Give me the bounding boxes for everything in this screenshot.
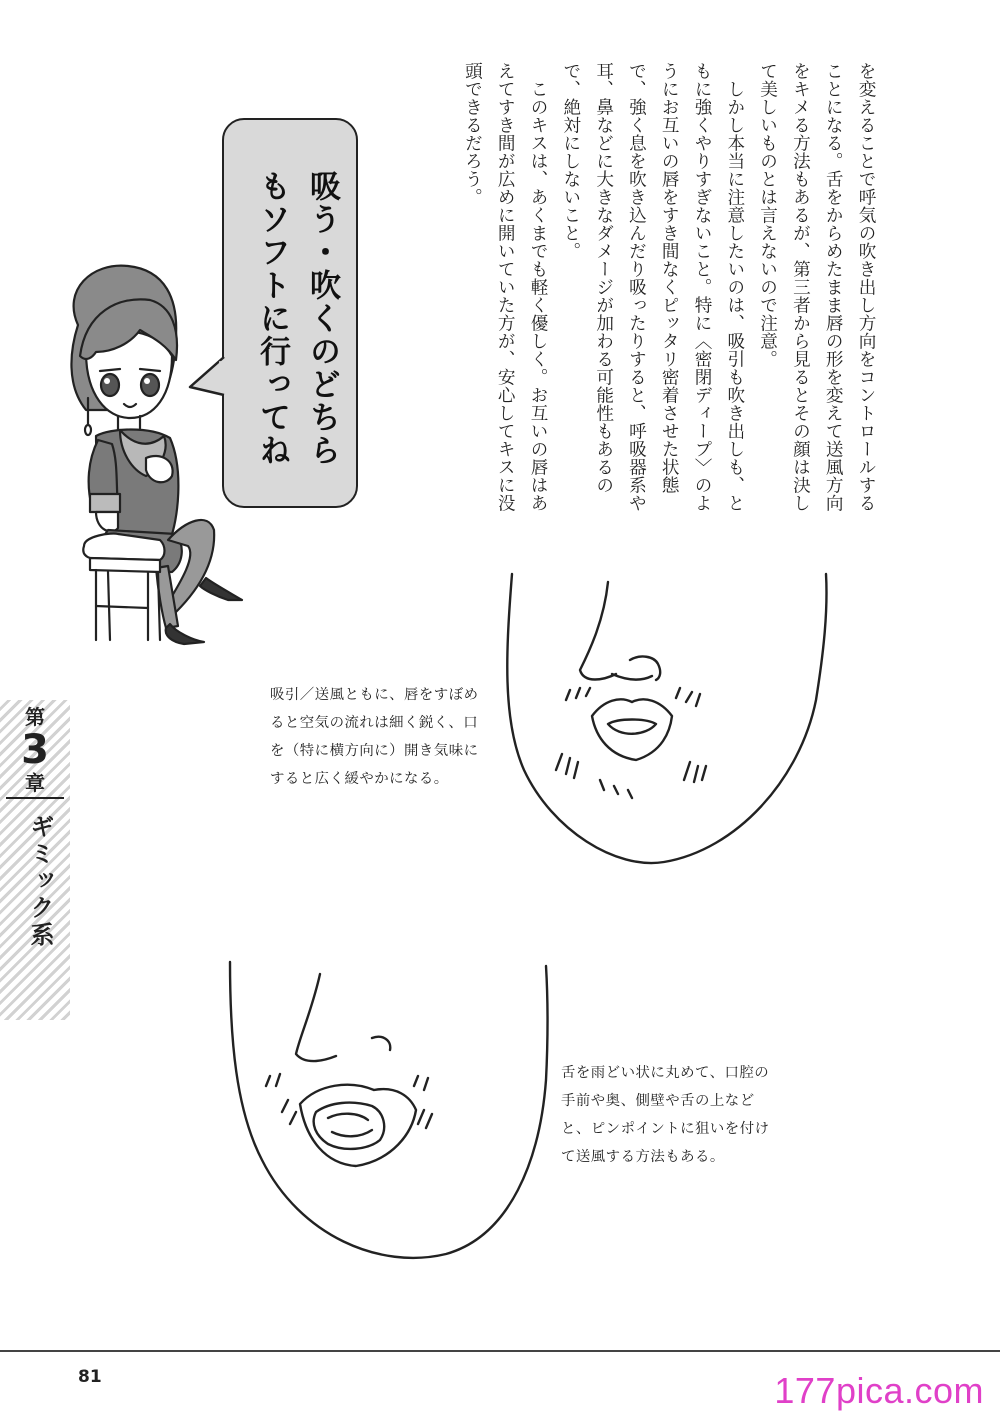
speech-bubble-text: 吸う・吹くのどちらもソフトに行ってね [254,170,340,467]
page-number: 81 [78,1367,102,1387]
watermark: 177pica.com [774,1370,984,1411]
body-paragraph-1: を変えることで呼気の吹き出し方向をコントロールすることになる。舌をからめたまま唇の形を変えて送風方向をキメる方法もあるが、第三者から見るとその顔は決して美しいものとは言えないので注意。 [757,62,876,512]
body-paragraph-2: しかし本当に注意したいのは、吸引も吹き出しも、ともに強くやりすぎないこと。特に〈密閉ディープ〉のようにお互いの唇をすき間なくピッタリ密着させた状態で、強く息を吹き込んだり吸ったりすると、呼吸器系や耳、鼻などに大きなダメージが加わる可能性もあるので、絶対にしないこと。 [560,62,745,512]
chapter-name: ギミック系 [26,813,54,949]
footer-rule [0,1350,1000,1352]
chapter-prefix: 第 [25,705,45,729]
body-paragraph-3: このキスは、あくまでも軽く優しく。お互いの唇はあえてすき間が広めに開いていた方が、安心してキスに没頭できるだろう。 [462,62,549,512]
caption-rolled-tongue: 舌を雨どい状に丸めて、口腔の手前や奥、側壁や舌の上などと、ピンポイントに狙いを付けて送風する方法もある。 [561,1065,770,1165]
caption-pursed-lips: 吸引／送風ともに、唇をすぼめると空気の流れは細く鋭く、口を（特に横方向に）開き気味にすると広く緩やかになる。 [270,687,479,787]
chapter-suffix: 章 [25,771,45,795]
chapter-digit: 3 [21,727,49,773]
